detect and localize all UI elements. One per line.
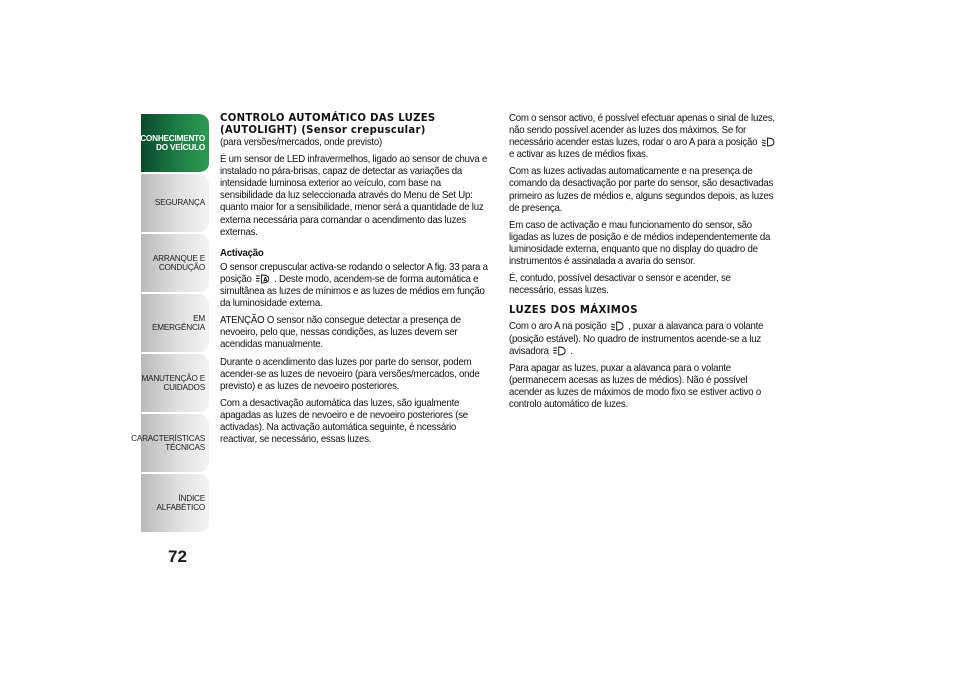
active-sensor-text-a: Com o sensor activo, é possível efectuar apenas o sinal de luzes, não sendo possível acender as luzes dos máximos. Se for necessário acender estas luzes, rodar o aro A para a posição xyxy=(509,112,775,149)
activation-paragraph xyxy=(220,261,490,309)
high-beam-text-b: , puxar a alavanca para o volante (posição estável). No quadro de instrumentos acende-se a luz avisadora xyxy=(509,320,764,357)
svg-text:A: A xyxy=(263,277,268,284)
sidebar-item-arranque[interactable]: ARRANQUE E CONDUÇÃO xyxy=(141,234,209,294)
deactivation-note: Com a desactivação automática das luzes, são igualmente apagadas as luzes de nevoeiro e de nevoeiro posteriores (se activadas). Na activação automática seguinte, é ncessário reactivar, se necessário, essas luzes. xyxy=(220,396,468,446)
availability-note: (para versões/mercados, onde previsto) xyxy=(220,136,383,148)
fog-lights-note: Durante o acendimento das luzes por parte do sensor, podem acender-se as luzes de nevoeiro (para versões/mercados, onde previsto) e as luzes de nevoeiro posteriores. xyxy=(220,355,480,392)
manual-override-paragraph: É, contudo, possível desactivar o sensor e acender, se necessário, essas luzes. xyxy=(509,272,731,297)
low-beam-icon xyxy=(762,137,775,147)
activation-text-a: O sensor crepuscular activa-se rodando o selector A fig. 33 para a posição xyxy=(220,260,488,285)
high-beam-off-paragraph: Para apagar as luzes, puxar a alavanca para o volante (permanecem acesas as luzes de médios). Não é possível acender as luzes de máximos de modo fixo se estiver activo o controlo automático de luzes. xyxy=(509,361,761,410)
activation-text-b: . Deste modo, acendem-se de forma automática e simultânea as luzes de mínimos e as luzes de médios em função da luminosidade externa. xyxy=(220,272,485,310)
section-title-line1: CONTROLO AUTOMÁTICO DAS LUZES xyxy=(220,111,436,124)
active-sensor-text-b: e activar as luzes de médios fixas. xyxy=(509,148,649,161)
high-beam-heading: LUZES DOS MÁXIMOS xyxy=(509,303,638,317)
sidebar-item-conhecimento[interactable]: CONHECIMENTO DO VEÍCULO xyxy=(141,114,209,174)
section-title xyxy=(220,112,490,136)
sidebar-item-manutencao[interactable]: MANUTENÇÃO E CUIDADOS xyxy=(141,354,209,414)
active-sensor-paragraph xyxy=(509,112,779,160)
auto-deactivation-paragraph: Com as luzes activadas automaticamente e na presença de comando da desactivação por parte do sensor, são desactivadas primeiro as luzes de médios e, alguns segundos depois, as luzes de presença. xyxy=(509,165,774,214)
sidebar-item-indice[interactable]: ÍNDICE ALFABÉTICO xyxy=(141,474,209,534)
sidebar-item-caracteristicas[interactable]: CARACTERÍSTICAS TÉCNICAS xyxy=(141,414,209,474)
sidebar-item-emergencia[interactable]: EM EMERGÊNCIA xyxy=(141,294,209,354)
high-beam-text-c: . xyxy=(570,344,573,357)
activation-heading: Activação xyxy=(220,246,264,259)
sidebar-item-seguranca[interactable]: SEGURANÇA xyxy=(141,174,209,234)
low-beam-icon xyxy=(611,321,624,331)
sidebar-nav xyxy=(131,114,209,534)
attention-note: ATENÇÃO O sensor não consegue detectar a presença de nevoeiro, pelo que, nessas condições, as luzes devem ser acendidas manualmente. xyxy=(220,314,461,351)
right-column xyxy=(509,112,779,415)
malfunction-paragraph: Em caso de activação e mau funcionamento do sensor, são ligadas as luzes de posição e de médios independentemente da luminosidade externa, enquanto que no display do quadro de instrumentos é assinalada a avaria do sensor. xyxy=(509,218,771,268)
high-beam-icon xyxy=(553,346,566,356)
sensor-description: É um sensor de LED infravermelhos, ligado ao sensor de chuva e instalado no pára-brisas, capaz de detectar as variações da intensidade luminosa exterior ao veículo, com base na sensibilidade da luz seleccionada através do Menu de Set Up: quanto maior for a sensibilidade, menor será a quantidade de luz externa necessária para comandar o acendimento das luzes externas. xyxy=(220,153,488,238)
left-column xyxy=(220,112,490,450)
high-beam-text-a: Com o aro A na posição xyxy=(509,320,607,333)
auto-light-icon xyxy=(256,274,270,284)
high-beam-paragraph xyxy=(509,320,779,356)
page-number: 72 xyxy=(168,547,187,566)
section-title-line2: (AUTOLIGHT) (Sensor crepuscular) xyxy=(220,123,426,136)
